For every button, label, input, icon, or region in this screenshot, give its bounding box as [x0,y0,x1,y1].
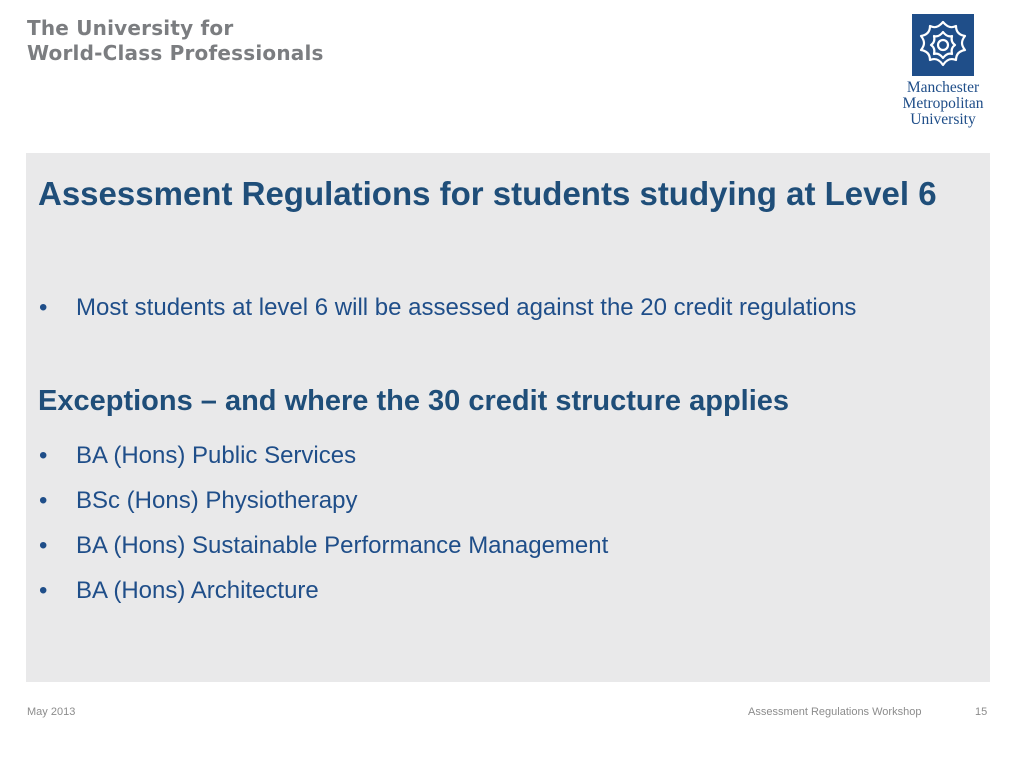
page-number: 15 [975,706,988,718]
bullet-icon: • [39,532,48,559]
list-item-text: Most students at level 6 will be assessed against the 20 credit regulations [76,294,857,321]
list-item [38,291,938,324]
rose-icon [912,14,974,76]
footer-date: May 2013 [27,706,76,718]
list-item-text: BA (Hons) Public Services [76,442,357,469]
logo-line-2: Metropolitan [902,95,984,112]
slide-title: Assessment Regulations for students studying at Level 6 [38,175,937,212]
bullet-icon: • [39,442,48,469]
intro-bullet-list [38,291,938,324]
university-tagline [27,16,324,66]
list-item [38,435,938,480]
list-item [38,480,938,525]
exceptions-heading: Exceptions – and where the 30 credit structure applies [38,385,790,417]
list-item [38,570,938,615]
bullet-icon: • [39,577,48,604]
university-logo [892,12,996,130]
list-item [38,525,938,570]
list-item-text: BSc (Hons) Physiotherapy [76,487,358,514]
content-panel [26,153,990,682]
bullet-icon: • [39,294,48,321]
rose-icon-graphic [912,14,974,76]
logo-line-3: University [910,111,976,128]
footer-title: Assessment Regulations Workshop [748,706,922,718]
list-item-text: BA (Hons) Sustainable Performance Management [76,532,609,559]
bullet-icon: • [39,487,48,514]
logo-wordmark [892,80,994,128]
tagline-line-1: The University for [27,16,234,40]
exceptions-bullet-list [38,435,938,615]
tagline-line-2: World-Class Professionals [27,41,324,65]
list-item-text: BA (Hons) Architecture [76,577,319,604]
logo-line-1: Manchester [906,79,980,96]
